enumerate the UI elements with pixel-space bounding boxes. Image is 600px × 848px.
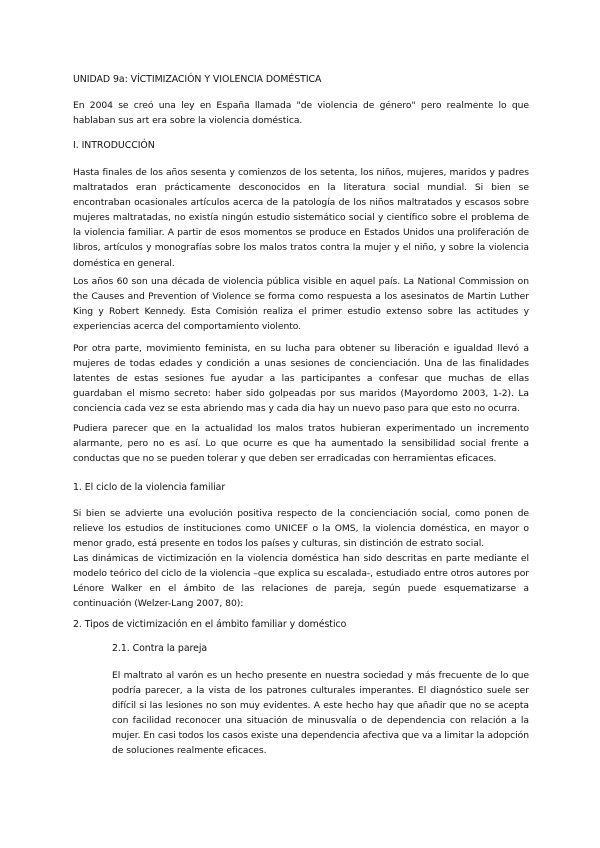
subsection-heading-ciclo-violencia: 1. El ciclo de la violencia familiar [73,482,226,493]
intro-paragraph-3: Por otra parte, movimiento feminista, en su lucha para obtener su liberación e igualdad llevó a mujeres de todas edades y condición a unas sesiones de concienciación. Una de las finalidades latentes de estas sesiones fue ayudar a las participantes a confesar que muchas de ellas guardaban el mismo secreto: haber sido golpeadas por sus maridos (Mayordomo 2003, 1-2). La conciencia cada vez se esta abriendo mas y cada dia hay un nuevo paso para que esto no ocurra. [73,343,529,415]
section-heading-introduccion: I. INTRODUCCIÓN [73,140,155,151]
intro-paragraph-2: Los años 60 son una década de violencia pública visible en aquel país. La National Commission on the Causes and Prevention of Violence se forma como respuesta a los asesinatos de Martin Luther King y Robert Kennedy. Esta Comisión realiza el primer estudio extenso sobre las actitudes y experiencias acerca del comportamiento violento. [73,276,529,333]
ciclo-paragraph-1: Si bien se advierte una evolución positiva respecto de la concienciación social, como ponen de relieve los estudios de instituciones como UNICEF o la OMS, la violencia doméstica, en mayor o menor grado, está presente en todos los países y culturas, sin distinción de estrato social. [73,508,529,550]
intro-note: En 2004 se creó una ley en España llamada "de violencia de género" pero realmente lo que hablaban sus art era sobre la violencia doméstica. [73,100,529,127]
intro-paragraph-1: Hasta finales de los años sesenta y comienzos de los setenta, los niños, mujeres, maridos y padres maltratados eran prácticamente desconocidos en la literatura social mundial. Si bien se encontraban ocasionales artículos acerca de la patología de los niños maltratados y escasos sobre mujeres maltratadas, no existía ningún estudio sistemático social y científico sobre el problema de la violencia familiar. A partir de esos momentos se produce en Estados Unidos una proliferación de libros, artículos y monografías sobre los malos tratos contra la mujer y el niño, y sobre la violencia doméstica en general. [73,167,529,269]
document-title: UNIDAD 9a: VÍCTIMIZACIÓN Y VIOLENCIA DOMÉSTICA [73,74,322,85]
contra-pareja-paragraph: El maltrato al varón es un hecho presente en nuestra sociedad y más frecuente de lo que podría parecer, a la vista de los patrones culturales imperantes. El diagnóstico suele ser difícil si las lesiones no son muy evidentes. A este hecho hay que añadir que no se acepta con facilidad reconocer una situación de minusvalía o de dependencia con relación a la mujer. En casi todos los casos existe una dependencia afectiva que va a limitar la adopción de soluciones realmente eficaces. [112,670,529,757]
subsection-heading-tipos-victimizacion: 2. Tipos de victimización en el ámbito familiar y doméstico [73,619,347,630]
intro-paragraph-4: Pudiera parecer que en la actualidad los malos tratos hubieran experimentado un incremento alarmante, pero no es así. Lo que ocurre es que ha aumentado la sensibilidad social frente a conductas que no se pueden tolerar y que deben ser erradicadas con herramientas eficaces. [73,423,529,465]
ciclo-paragraph-2: Las dinámicas de victimización en la violencia doméstica han sido descritas en parte mediante el modelo teórico del ciclo de la violencia –que explica su escalada-, estudiado entre otros autores por Lénore Walker en el ámbito de las relaciones de pareja, según puede esquematizarse a continuación (Welzer-Lang 2007, 80): [73,553,529,610]
subsection-heading-contra-pareja: 2.1. Contra la pareja [112,643,208,654]
